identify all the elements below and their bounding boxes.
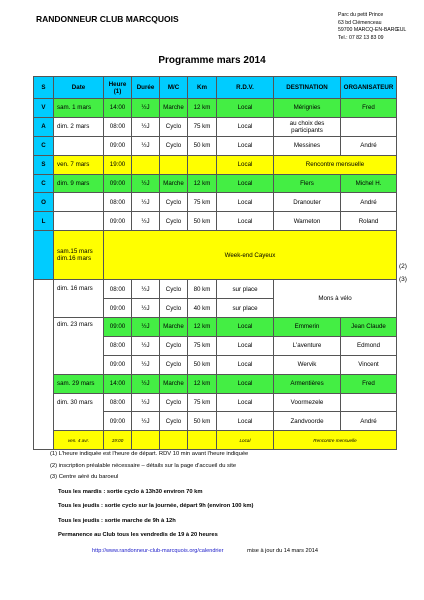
time-cell: 19:00 (104, 155, 132, 174)
rdv-cell: Local (217, 99, 274, 118)
km-cell: 50 km (188, 355, 217, 374)
side-cell (34, 231, 54, 280)
time-cell: 14:00 (104, 99, 132, 118)
organizer-cell (341, 117, 397, 136)
destination-cell: Mérignies (274, 99, 341, 118)
duration-cell: ½J (132, 318, 160, 337)
destination-cell: Armentières (274, 374, 341, 393)
type-cell: Cyclo (160, 355, 188, 374)
destination-cell: Mons à vélo (274, 280, 397, 318)
destination-cell: Zandvoorde (274, 412, 341, 431)
duration-cell: ½J (132, 136, 160, 155)
header-cell: S (34, 77, 54, 99)
type-cell: Cyclo (160, 117, 188, 136)
club-address (338, 12, 406, 42)
type-cell: Cyclo (160, 393, 188, 412)
type-cell: Cyclo (160, 212, 188, 231)
km-cell: 75 km (188, 336, 217, 355)
type-cell: Marche (160, 318, 188, 337)
km-cell: 12 km (188, 318, 217, 337)
address-line: Parc du petit Prince (338, 12, 384, 18)
side-cell (34, 280, 54, 450)
duration-cell: ½J (132, 299, 160, 318)
organizer-cell: Jean Claude (341, 318, 397, 337)
organizer-cell: Fred (341, 99, 397, 118)
rdv-cell: Local (217, 431, 274, 450)
date-cell: dim. 16 mars (54, 280, 104, 318)
date-cell: dim. 9 mars (54, 174, 104, 193)
km-cell: 40 km (188, 299, 217, 318)
date-cell (54, 193, 104, 212)
time-cell: 08:00 (104, 280, 132, 299)
time-cell: 19:00 (104, 431, 132, 450)
table-row (34, 99, 397, 118)
address-line: Tel.: 07 82 13 83 09 (338, 34, 384, 41)
note-line: Tous les jeudis : sortie marche de 9h à 12h (58, 517, 176, 524)
rdv-cell: Local (217, 174, 274, 193)
organizer-cell: Edmond (341, 336, 397, 355)
date-cell: dim. 30 mars (54, 393, 104, 431)
table-row (34, 117, 397, 136)
date-cell (54, 212, 104, 231)
organizer-cell: Vincent (341, 355, 397, 374)
km-cell: 75 km (188, 193, 217, 212)
type-cell (160, 155, 188, 174)
vacscol-letter: C (34, 174, 54, 193)
destination-cell: Rencontre mensuelle (274, 155, 397, 174)
duration-cell: ½J (132, 174, 160, 193)
destination-cell: Dranouter (274, 193, 341, 212)
rdv-cell: Local (217, 318, 274, 337)
time-cell: 09:00 (104, 299, 132, 318)
time-cell: 09:00 (104, 412, 132, 431)
organizer-cell: André (341, 193, 397, 212)
km-cell: 12 km (188, 174, 217, 193)
vacscol-letter: S (34, 155, 54, 174)
table-row (34, 393, 397, 412)
rdv-cell: Local (217, 355, 274, 374)
rdv-cell: Local (217, 412, 274, 431)
rdv-cell: Local (217, 212, 274, 231)
date-cell: dim. 23 mars (54, 318, 104, 375)
organizer-cell: André (341, 412, 397, 431)
duration-cell: ½J (132, 412, 160, 431)
date-cell: ven. 7 mars (54, 155, 104, 174)
table-row (34, 193, 397, 212)
type-cell: Marche (160, 374, 188, 393)
duration-cell: ½J (132, 212, 160, 231)
duration-cell: ½J (132, 99, 160, 118)
time-cell: 09:00 (104, 318, 132, 337)
destination-cell: Wervik (274, 355, 341, 374)
rdv-cell: sur place (217, 299, 274, 318)
date-cell (54, 136, 104, 155)
organizer-cell: Roland (341, 212, 397, 231)
destination-cell: au choix des participants (274, 117, 341, 136)
duration-cell (132, 155, 160, 174)
duration-cell: ½J (132, 193, 160, 212)
table-row (34, 136, 397, 155)
time-cell: 08:00 (104, 117, 132, 136)
vacscol-letter: V (34, 99, 54, 118)
time-cell: 14:00 (104, 374, 132, 393)
header-cell: Km (188, 77, 217, 99)
table-row (34, 212, 397, 231)
club-name: RANDONNEUR CLUB MARCQUOIS (36, 14, 179, 24)
table-row (34, 374, 397, 393)
note-line: Tous les jeudis : sortie cyclo sur la journée, départ 9h (environ 100 km) (58, 503, 254, 509)
header-cell: Durée (132, 77, 160, 99)
time-cell: 09:00 (104, 355, 132, 374)
time-cell: 08:00 (104, 393, 132, 412)
km-cell: 50 km (188, 412, 217, 431)
km-cell: 75 km (188, 393, 217, 412)
updated-date: mise à jour du 14 mars 2014 (247, 548, 318, 554)
organizer-cell (341, 393, 397, 412)
km-cell (188, 431, 217, 450)
type-cell: Marche (160, 99, 188, 118)
date-cell: sam.15 mars dim.16 mars (54, 231, 104, 280)
note-line: Permanence au Club tous les vendredis de 19 à 20 heures (58, 532, 218, 538)
km-cell: 80 km (188, 280, 217, 299)
duration-cell: ½J (132, 355, 160, 374)
type-cell (160, 431, 188, 450)
time-cell: 08:00 (104, 193, 132, 212)
table-row (34, 174, 397, 193)
footer (92, 548, 318, 554)
destination-cell: Emmerin (274, 318, 341, 337)
header-cell: R.D.V. (217, 77, 274, 99)
rdv-cell: Local (217, 336, 274, 355)
type-cell: Cyclo (160, 412, 188, 431)
table-row (34, 431, 397, 450)
note-line: (2) inscription préalable nécessaire – détails sur la page d'accueil du site (50, 462, 237, 469)
destination-cell: L'aventure (274, 336, 341, 355)
rdv-cell: Local (217, 193, 274, 212)
date-cell: sam. 29 mars (54, 374, 104, 393)
time-cell: 09:00 (104, 174, 132, 193)
time-cell: 08:00 (104, 336, 132, 355)
km-cell: 50 km (188, 136, 217, 155)
rdv-cell: Local (217, 374, 274, 393)
header-cell: ORGANISATEUR (341, 77, 397, 99)
table-row (34, 231, 397, 280)
organizer-cell: Michel H. (341, 174, 397, 193)
rdv-cell: Local (217, 117, 274, 136)
table-header-row (34, 77, 397, 99)
date-cell: sam. 1 mars (54, 99, 104, 118)
organizer-cell: Fred (341, 374, 397, 393)
destination-cell: Messines (274, 136, 341, 155)
duration-cell: ½J (132, 393, 160, 412)
vacscol-letter: O (34, 193, 54, 212)
header-cell: DESTINATION (274, 77, 341, 99)
type-cell: Cyclo (160, 299, 188, 318)
km-cell: 75 km (188, 117, 217, 136)
weekend-cell: Week-end Cayeux (104, 231, 397, 280)
notes-section (50, 449, 253, 542)
type-cell: Marche (160, 174, 188, 193)
destination-cell: Warneton (274, 212, 341, 231)
km-cell: 50 km (188, 212, 217, 231)
type-cell: Cyclo (160, 193, 188, 212)
duration-cell: ½J (132, 374, 160, 393)
vacscol-letter: C (34, 136, 54, 155)
time-cell: 09:00 (104, 212, 132, 231)
duration-cell: ½J (132, 280, 160, 299)
date-cell: dim. 2 mars (54, 117, 104, 136)
type-cell: Cyclo (160, 136, 188, 155)
note-line: (3) Centre aéré du baroeul (50, 474, 119, 480)
table-row (34, 318, 397, 337)
destination-cell: Voormezele (274, 393, 341, 412)
organizer-cell: André (341, 136, 397, 155)
page-title: Programme mars 2014 (158, 55, 266, 66)
vacscol-letter: L (34, 212, 54, 231)
rdv-cell: Local (217, 155, 274, 174)
time-cell: 09:00 (104, 136, 132, 155)
header-cell: Heure (1) (104, 77, 132, 99)
note-line: (1) L'heure indiquée est l'heure de départ. RDV 10 min avant l'heure indiquée (50, 451, 249, 457)
address-line: 63 bd Clémenceau (338, 19, 382, 26)
rdv-cell: Local (217, 393, 274, 412)
duration-cell (132, 431, 160, 450)
duration-cell: ½J (132, 117, 160, 136)
header-cell: Date (54, 77, 104, 99)
header-cell: M/C (160, 77, 188, 99)
destination-cell: Flers (274, 174, 341, 193)
destination-cell: Rencontre mensuelle (274, 431, 397, 450)
km-cell: 12 km (188, 374, 217, 393)
program-table (33, 76, 397, 450)
type-cell: Cyclo (160, 336, 188, 355)
vacscol-letter: A (34, 117, 54, 136)
rdv-cell: Local (217, 136, 274, 155)
rdv-cell: sur place (217, 280, 274, 299)
duration-cell: ½J (132, 336, 160, 355)
table-row (34, 280, 397, 299)
calendar-link[interactable]: http://www.randonneur-club-marcquois.org/calendrier (92, 548, 224, 554)
date-cell: ven. 4 avr. (54, 431, 104, 450)
footnote-marker: (2) (399, 263, 407, 270)
footnote-marker: (3) (399, 276, 407, 283)
note-line: Tous les mardis : sortie cyclo à 13h30 environ 70 km (58, 488, 203, 495)
km-cell (188, 155, 217, 174)
address-line: 59700 MARCQ-EN-BARŒUL (338, 27, 407, 34)
type-cell: Cyclo (160, 280, 188, 299)
table-row (34, 155, 397, 174)
km-cell: 12 km (188, 99, 217, 118)
